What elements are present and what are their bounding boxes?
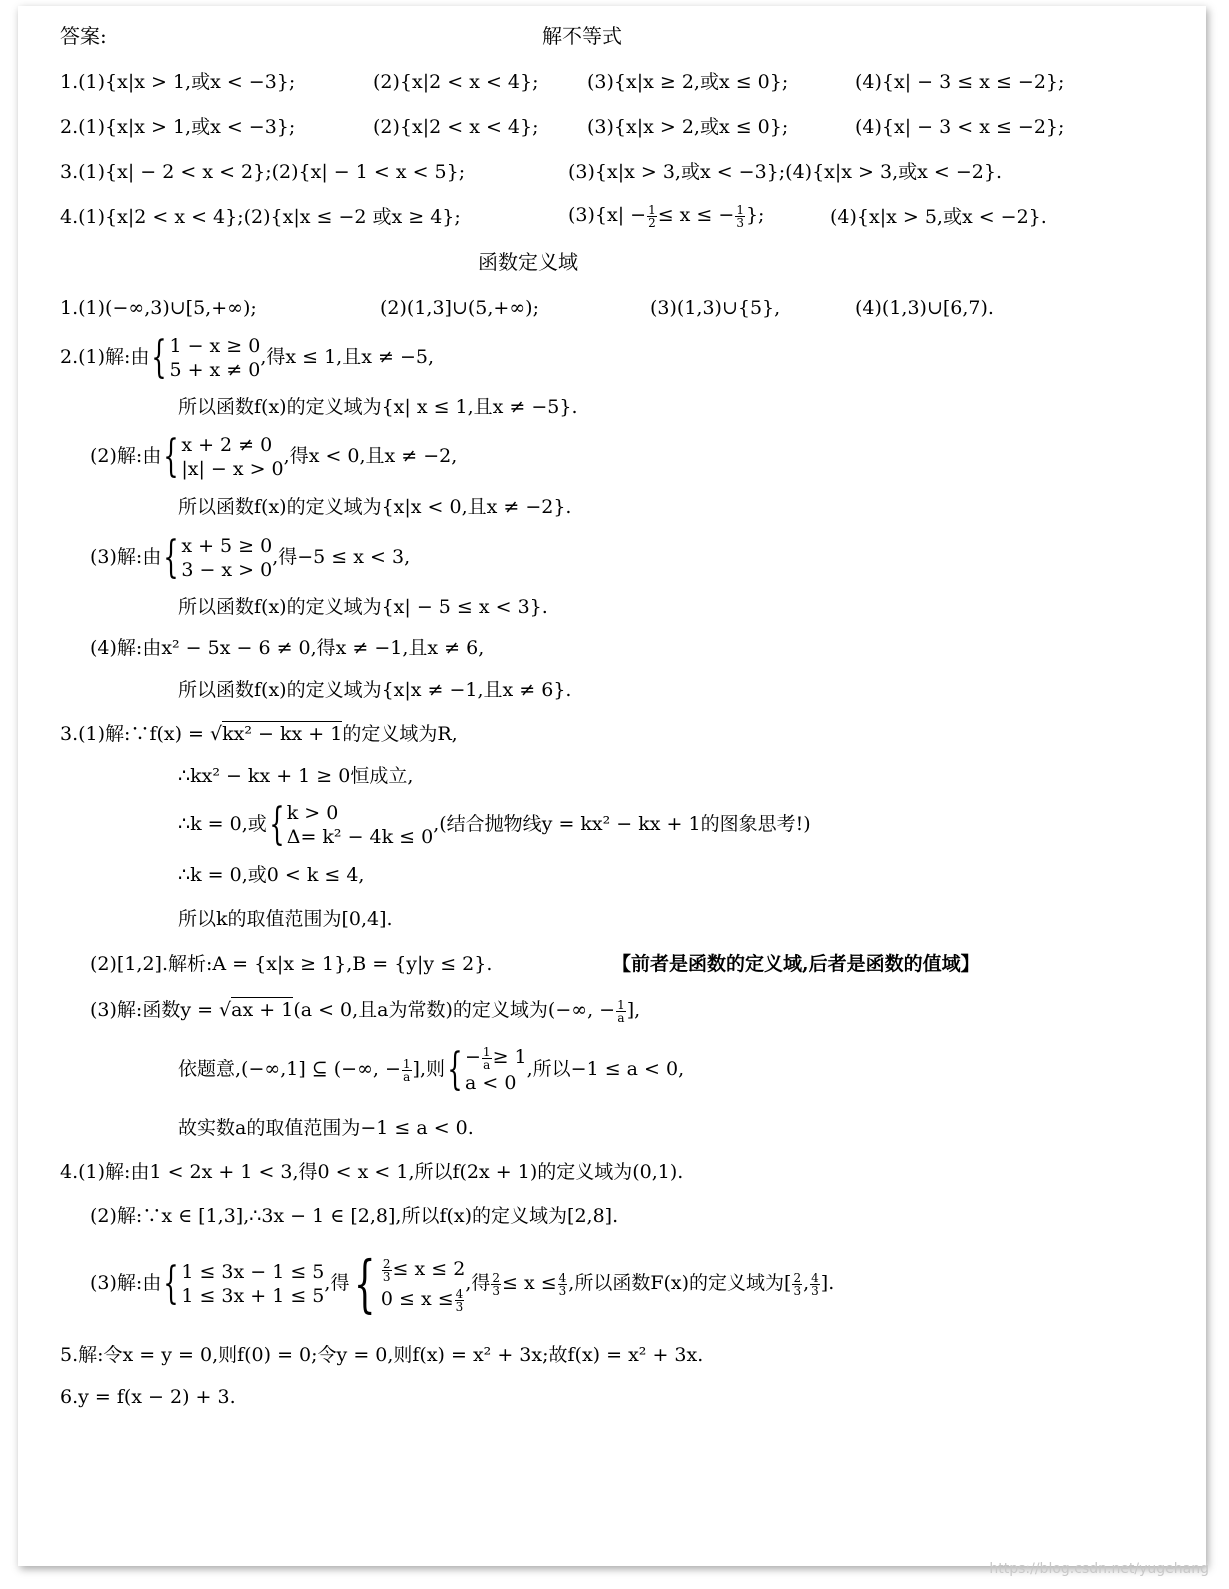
- p3-1-b: ∴kx² − kx + 1 ≥ 0恒成立,: [178, 765, 414, 787]
- fraction: $\frac{2}{3}$: [382, 1256, 391, 1284]
- p2-1-line: 2.(1)解:由{ 1 − x ≥ 0 5 + x ≠ 0 ,得x ≤ 1,且x ≠ −5,: [60, 332, 434, 383]
- p3-3-c: 故实数a的取值范围为−1 ≤ a < 0.: [178, 1117, 474, 1139]
- p2-2-result: 所以函数f(x)的定义域为{x|x < 0,且x ≠ −2}.: [178, 496, 572, 518]
- left-brace-icon: {: [269, 799, 285, 850]
- equation-system: x + 5 ≥ 0 3 − x > 0: [181, 535, 273, 581]
- sqrt-expression: ax + 1: [231, 999, 294, 1021]
- domain-row-1-q3: (3)(1,3)∪{5},: [650, 297, 781, 319]
- fraction: $\frac{1}{a}$: [482, 1044, 491, 1072]
- p4-1-text: 4.(1)解:由1 < 2x + 1 < 3,得0 < x < 1,所以f(2x + 1)的定义域为(0,1).: [60, 1161, 684, 1183]
- p4-3-line: (3)解:由{ 1 ≤ 3x − 1 ≤ 5 1 ≤ 3x + 1 ≤ 5 ,得{ $\frac{2}{3}$ ≤ x ≤ 2 0 ≤ x ≤ $\frac{4}{3}$ ,得 $\frac{2}{3}$ ≤ x ≤ $\frac{4}{3}$ ,所以函数F(x)的定义域为[ $\frac{2}{3}$ , $\frac{4}{3}$ ].: [90, 1247, 835, 1320]
- p5-text: 5.解:令x = y = 0,则f(0) = 0;令y = 0,则f(x) = x² + 3x;故f(x) = x² + 3x.: [60, 1344, 704, 1366]
- left-brace-icon: {: [163, 1258, 180, 1309]
- p3-1-d: ∴k = 0,或0 < k ≤ 4,: [178, 864, 365, 886]
- ineq-row-1-q1: 1.(1){x|x > 1,或x < −3};: [60, 71, 296, 93]
- p4-2-text: (2)解:∵x ∈ [1,3],∴3x − 1 ∈ [2,8],所以f(x)的定义域为[2,8].: [90, 1205, 619, 1227]
- left-brace-icon: {: [163, 532, 180, 583]
- ineq-row-1-q3: (3){x|x ≥ 2,或x ≤ 0};: [587, 71, 789, 93]
- p3-2-note: 【前者是函数的定义域,后者是函数的值域】: [612, 953, 980, 975]
- left-brace-icon: {: [447, 1044, 463, 1095]
- p3-3-b: 依题意,(−∞,1] ⊆ (−∞, − $\frac{1}{a}$ ],则{ − $\frac{1}{a}$ ≥ 1 a < 0 ,所以−1 ≤ a < 0,: [178, 1044, 685, 1095]
- ineq-row-2-q4: (4){x| − 3 < x ≤ −2};: [855, 116, 1065, 138]
- p6-text: 6.y = f(x − 2) + 3.: [60, 1386, 236, 1408]
- p3-1-e: 所以k的取值范围为[0,4].: [178, 908, 393, 930]
- fraction: $\frac{1}{2}$: [648, 202, 656, 230]
- equation-system: − $\frac{1}{a}$ ≥ 1 a < 0: [465, 1044, 527, 1094]
- equation-system: 1 − x ≥ 0 5 + x ≠ 0: [169, 335, 261, 381]
- domain-row-1-q2: (2)(1,3]∪(5,+∞);: [380, 297, 539, 319]
- equation-system: k > 0 Δ= k² − 4k ≤ 0: [286, 802, 434, 848]
- fraction: $\frac{4}{3}$: [811, 1270, 819, 1298]
- p2-3-line: (3)解:由{ x + 5 ≥ 0 3 − x > 0 ,得−5 ≤ x < 3,: [90, 532, 411, 583]
- fraction: $\frac{1}{a}$: [402, 1056, 411, 1084]
- p3-3-a: (3)解:函数y = √ax + 1(a < 0,且a为常数)的定义域为(−∞, − $\frac{1}{a}$ ],: [90, 997, 641, 1025]
- left-brace-icon: {: [354, 1247, 377, 1320]
- equation-system: 1 ≤ 3x − 1 ≤ 5 1 ≤ 3x + 1 ≤ 5: [181, 1261, 325, 1307]
- fraction: $\frac{4}{3}$: [455, 1286, 464, 1314]
- sqrt-expression: kx² − kx + 1: [222, 723, 343, 745]
- answer-label: 答案:: [60, 24, 107, 48]
- p3-2-text: (2)[1,2].解析:A = {x|x ≥ 1},B = {y|y ≤ 2}.: [90, 953, 493, 975]
- p3-1-a: 3.(1)解:∵f(x) = √kx² − kx + 1的定义域为R,: [60, 723, 458, 745]
- fraction: $\frac{4}{3}$: [558, 1270, 567, 1298]
- fraction: $\frac{1}{a}$: [617, 997, 625, 1025]
- p2-2-line: (2)解:由{ x + 2 ≠ 0 |x| − x > 0 ,得x < 0,且x ≠ −2,: [90, 431, 458, 482]
- fraction: $\frac{2}{3}$: [793, 1270, 802, 1298]
- section-title-domain: 函数定义域: [478, 250, 578, 274]
- ineq-row-2-q2: (2){x|2 < x < 4};: [373, 116, 539, 138]
- fraction: $\frac{2}{3}$: [492, 1270, 500, 1298]
- p2-4-result: 所以函数f(x)的定义域为{x|x ≠ −1,且x ≠ 6}.: [178, 679, 572, 701]
- ineq-row-4-q1: 4.(1){x|2 < x < 4};(2){x|x ≤ −2 或x ≥ 4};: [60, 206, 461, 228]
- domain-row-1-q1: 1.(1)(−∞,3)∪[5,+∞);: [60, 297, 257, 319]
- equation-system: x + 2 ≠ 0 |x| − x > 0: [181, 434, 284, 480]
- ineq-row-1-q2: (2){x|2 < x < 4};: [373, 71, 539, 93]
- p2-3-result: 所以函数f(x)的定义域为{x| − 5 ≤ x < 3}.: [178, 596, 548, 618]
- p3-1-c: ∴k = 0,或{ k > 0 Δ= k² − 4k ≤ 0 ,(结合抛物线y = kx² − kx + 1的图象思考!): [178, 799, 811, 850]
- ineq-row-4-q3: (3){x| − $\frac{1}{2}$ ≤ x ≤ − $\frac{1}{3}$ };: [568, 202, 765, 230]
- equation-system: $\frac{2}{3}$ ≤ x ≤ 2 0 ≤ x ≤ $\frac{4}{3}$: [380, 1256, 466, 1314]
- fraction: $\frac{1}{3}$: [736, 202, 744, 230]
- ineq-row-3-q3: (3){x|x > 3,或x < −3};(4){x|x > 3,或x < −2}.: [568, 161, 1002, 183]
- watermark: https://blog.csdn.net/yugehang: [989, 1561, 1209, 1577]
- ineq-row-2-q3: (3){x|x > 2,或x ≤ 0};: [587, 116, 789, 138]
- ineq-row-4-q4: (4){x|x > 5,或x < −2}.: [830, 206, 1047, 228]
- ineq-row-3-q1: 3.(1){x| − 2 < x < 2};(2){x| − 1 < x < 5};: [60, 161, 466, 183]
- ineq-row-2-q1: 2.(1){x|x > 1,或x < −3};: [60, 116, 296, 138]
- section-title-inequality: 解不等式: [542, 24, 622, 48]
- p2-1-result: 所以函数f(x)的定义域为{x| x ≤ 1,且x ≠ −5}.: [178, 396, 578, 418]
- left-brace-icon: {: [151, 332, 168, 383]
- domain-row-1-q4: (4)(1,3)∪[6,7).: [855, 297, 994, 319]
- p2-4-line: (4)解:由x² − 5x − 6 ≠ 0,得x ≠ −1,且x ≠ 6,: [90, 637, 485, 659]
- ineq-row-1-q4: (4){x| − 3 ≤ x ≤ −2};: [855, 71, 1065, 93]
- left-brace-icon: {: [163, 431, 180, 482]
